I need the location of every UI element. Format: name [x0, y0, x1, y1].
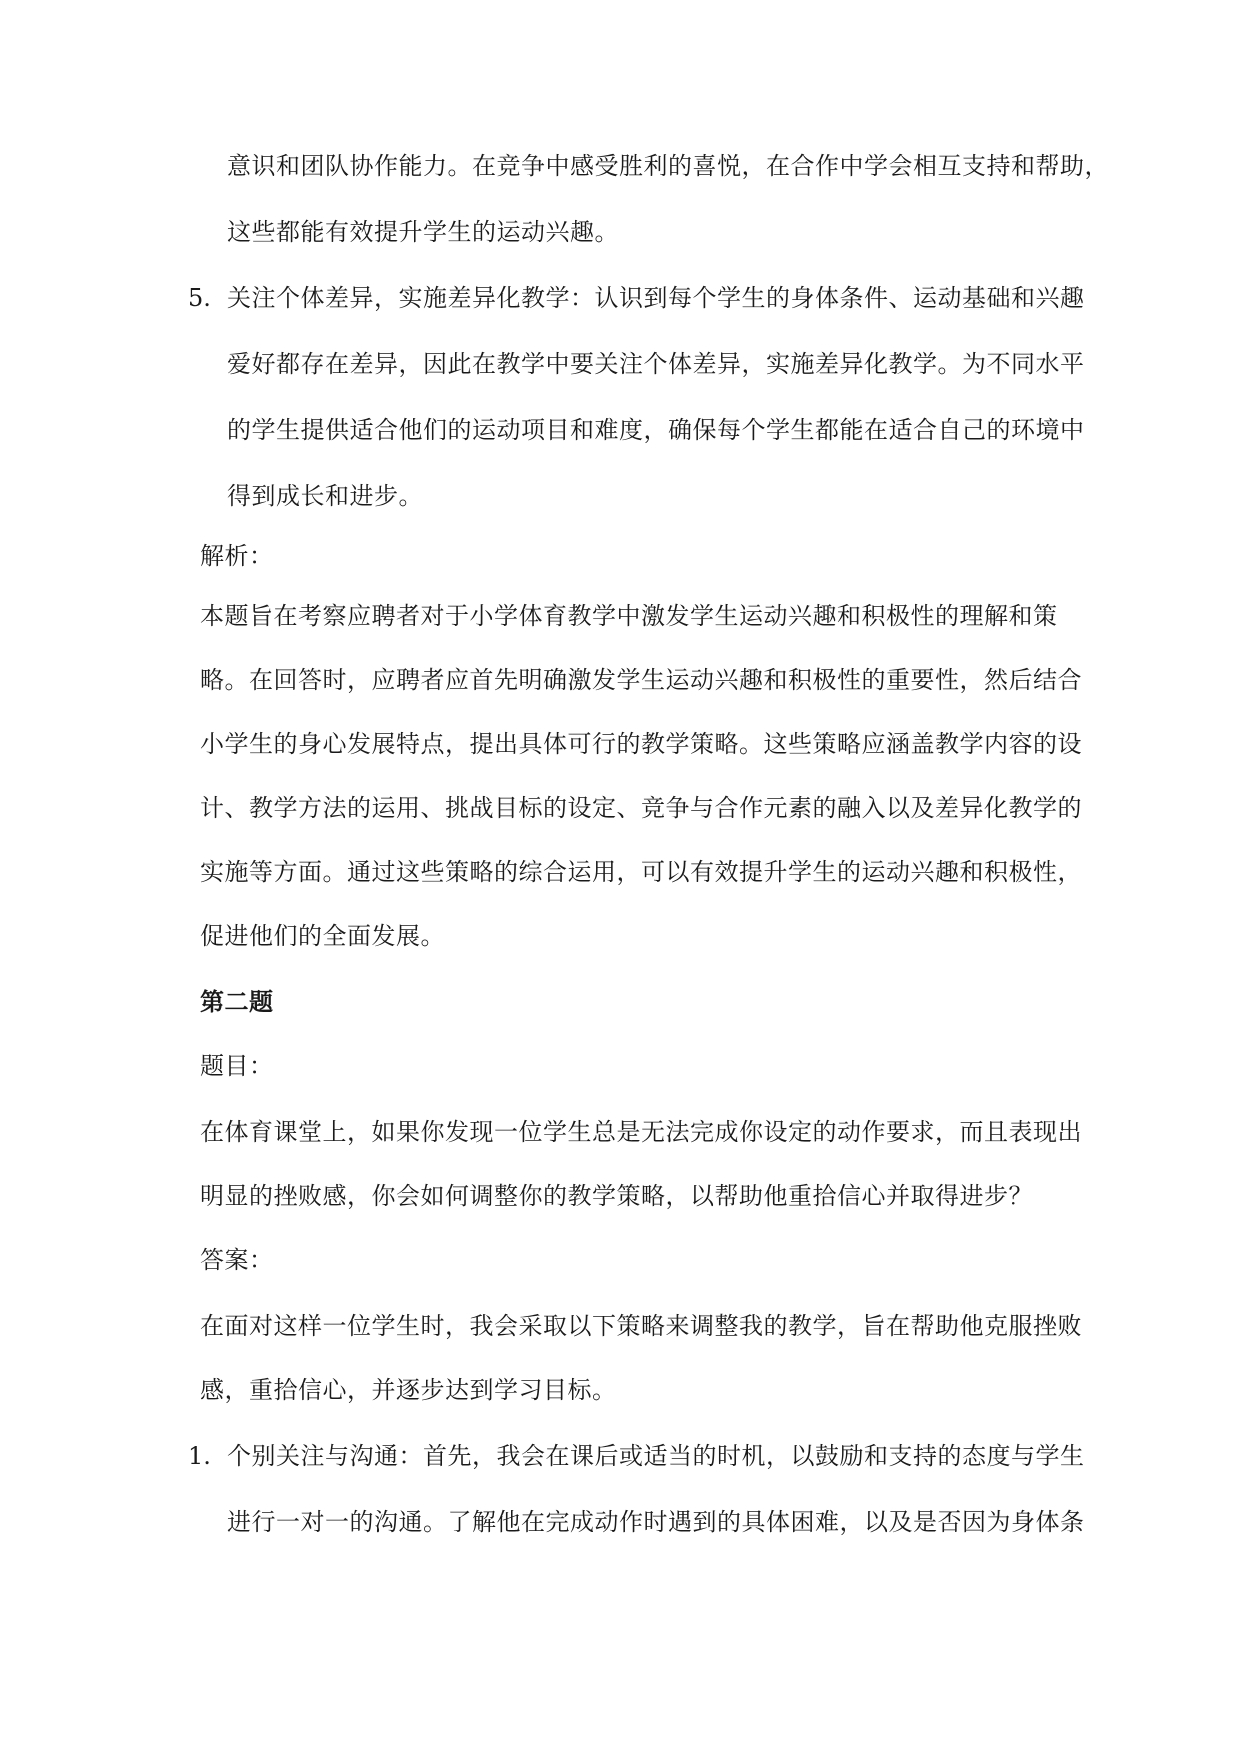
answer-line-2: 感，重拾信心，并逐步达到学习目标。 [200, 1376, 617, 1404]
analysis-line-2: 略。在回答时，应聘者应首先明确激发学生运动兴趣和积极性的重要性，然后结合 [200, 666, 1082, 694]
analysis-line-6: 促进他们的全面发展。 [200, 922, 445, 950]
item5-number: 5. [188, 284, 211, 312]
item4-line-1: 意识和团队协作能力。在竞争中感受胜利的喜悦，在合作中学会相互支持和帮助， [227, 152, 1109, 180]
question2-label: 题目： [200, 1052, 274, 1080]
analysis-line-3: 小学生的身心发展特点，提出具体可行的教学策略。这些策略应涵盖教学内容的设 [200, 730, 1082, 758]
item5-line-1: 关注个体差异，实施差异化教学：认识到每个学生的身体条件、运动基础和兴趣 [227, 284, 1085, 312]
question2-line-1: 在体育课堂上，如果你发现一位学生总是无法完成你设定的动作要求，而且表现出 [200, 1118, 1082, 1146]
item5-line-4: 得到成长和进步。 [227, 482, 423, 510]
question2-heading: 第二题 [200, 987, 274, 1016]
analysis-line-5: 实施等方面。通过这些策略的综合运用，可以有效提升学生的运动兴趣和积极性， [200, 858, 1082, 886]
analysis-line-4: 计、教学方法的运用、挑战目标的设定、竞争与合作元素的融入以及差异化教学的 [200, 794, 1082, 822]
answer-line-1: 在面对这样一位学生时，我会采取以下策略来调整我的教学，旨在帮助他克服挫败 [200, 1312, 1082, 1340]
item5-line-3: 的学生提供适合他们的运动项目和难度，确保每个学生都能在适合自己的环境中 [227, 416, 1085, 444]
item1-line-1: 个别关注与沟通：首先，我会在课后或适当的时机，以鼓励和支持的态度与学生 [227, 1442, 1085, 1470]
item1-number: 1. [188, 1442, 211, 1470]
item1-line-2: 进行一对一的沟通。了解他在完成动作时遇到的具体困难，以及是否因为身体条 [227, 1508, 1085, 1536]
analysis-line-1: 本题旨在考察应聘者对于小学体育教学中激发学生运动兴趣和积极性的理解和策 [200, 602, 1058, 630]
question2-line-2: 明显的挫败感，你会如何调整你的教学策略，以帮助他重拾信心并取得进步？ [200, 1182, 1033, 1210]
answer-label: 答案： [200, 1246, 274, 1274]
item4-line-2: 这些都能有效提升学生的运动兴趣。 [227, 218, 619, 246]
analysis-label: 解析： [200, 542, 274, 570]
item5-line-2: 爱好都存在差异，因此在教学中要关注个体差异，实施差异化教学。为不同水平 [227, 350, 1085, 378]
